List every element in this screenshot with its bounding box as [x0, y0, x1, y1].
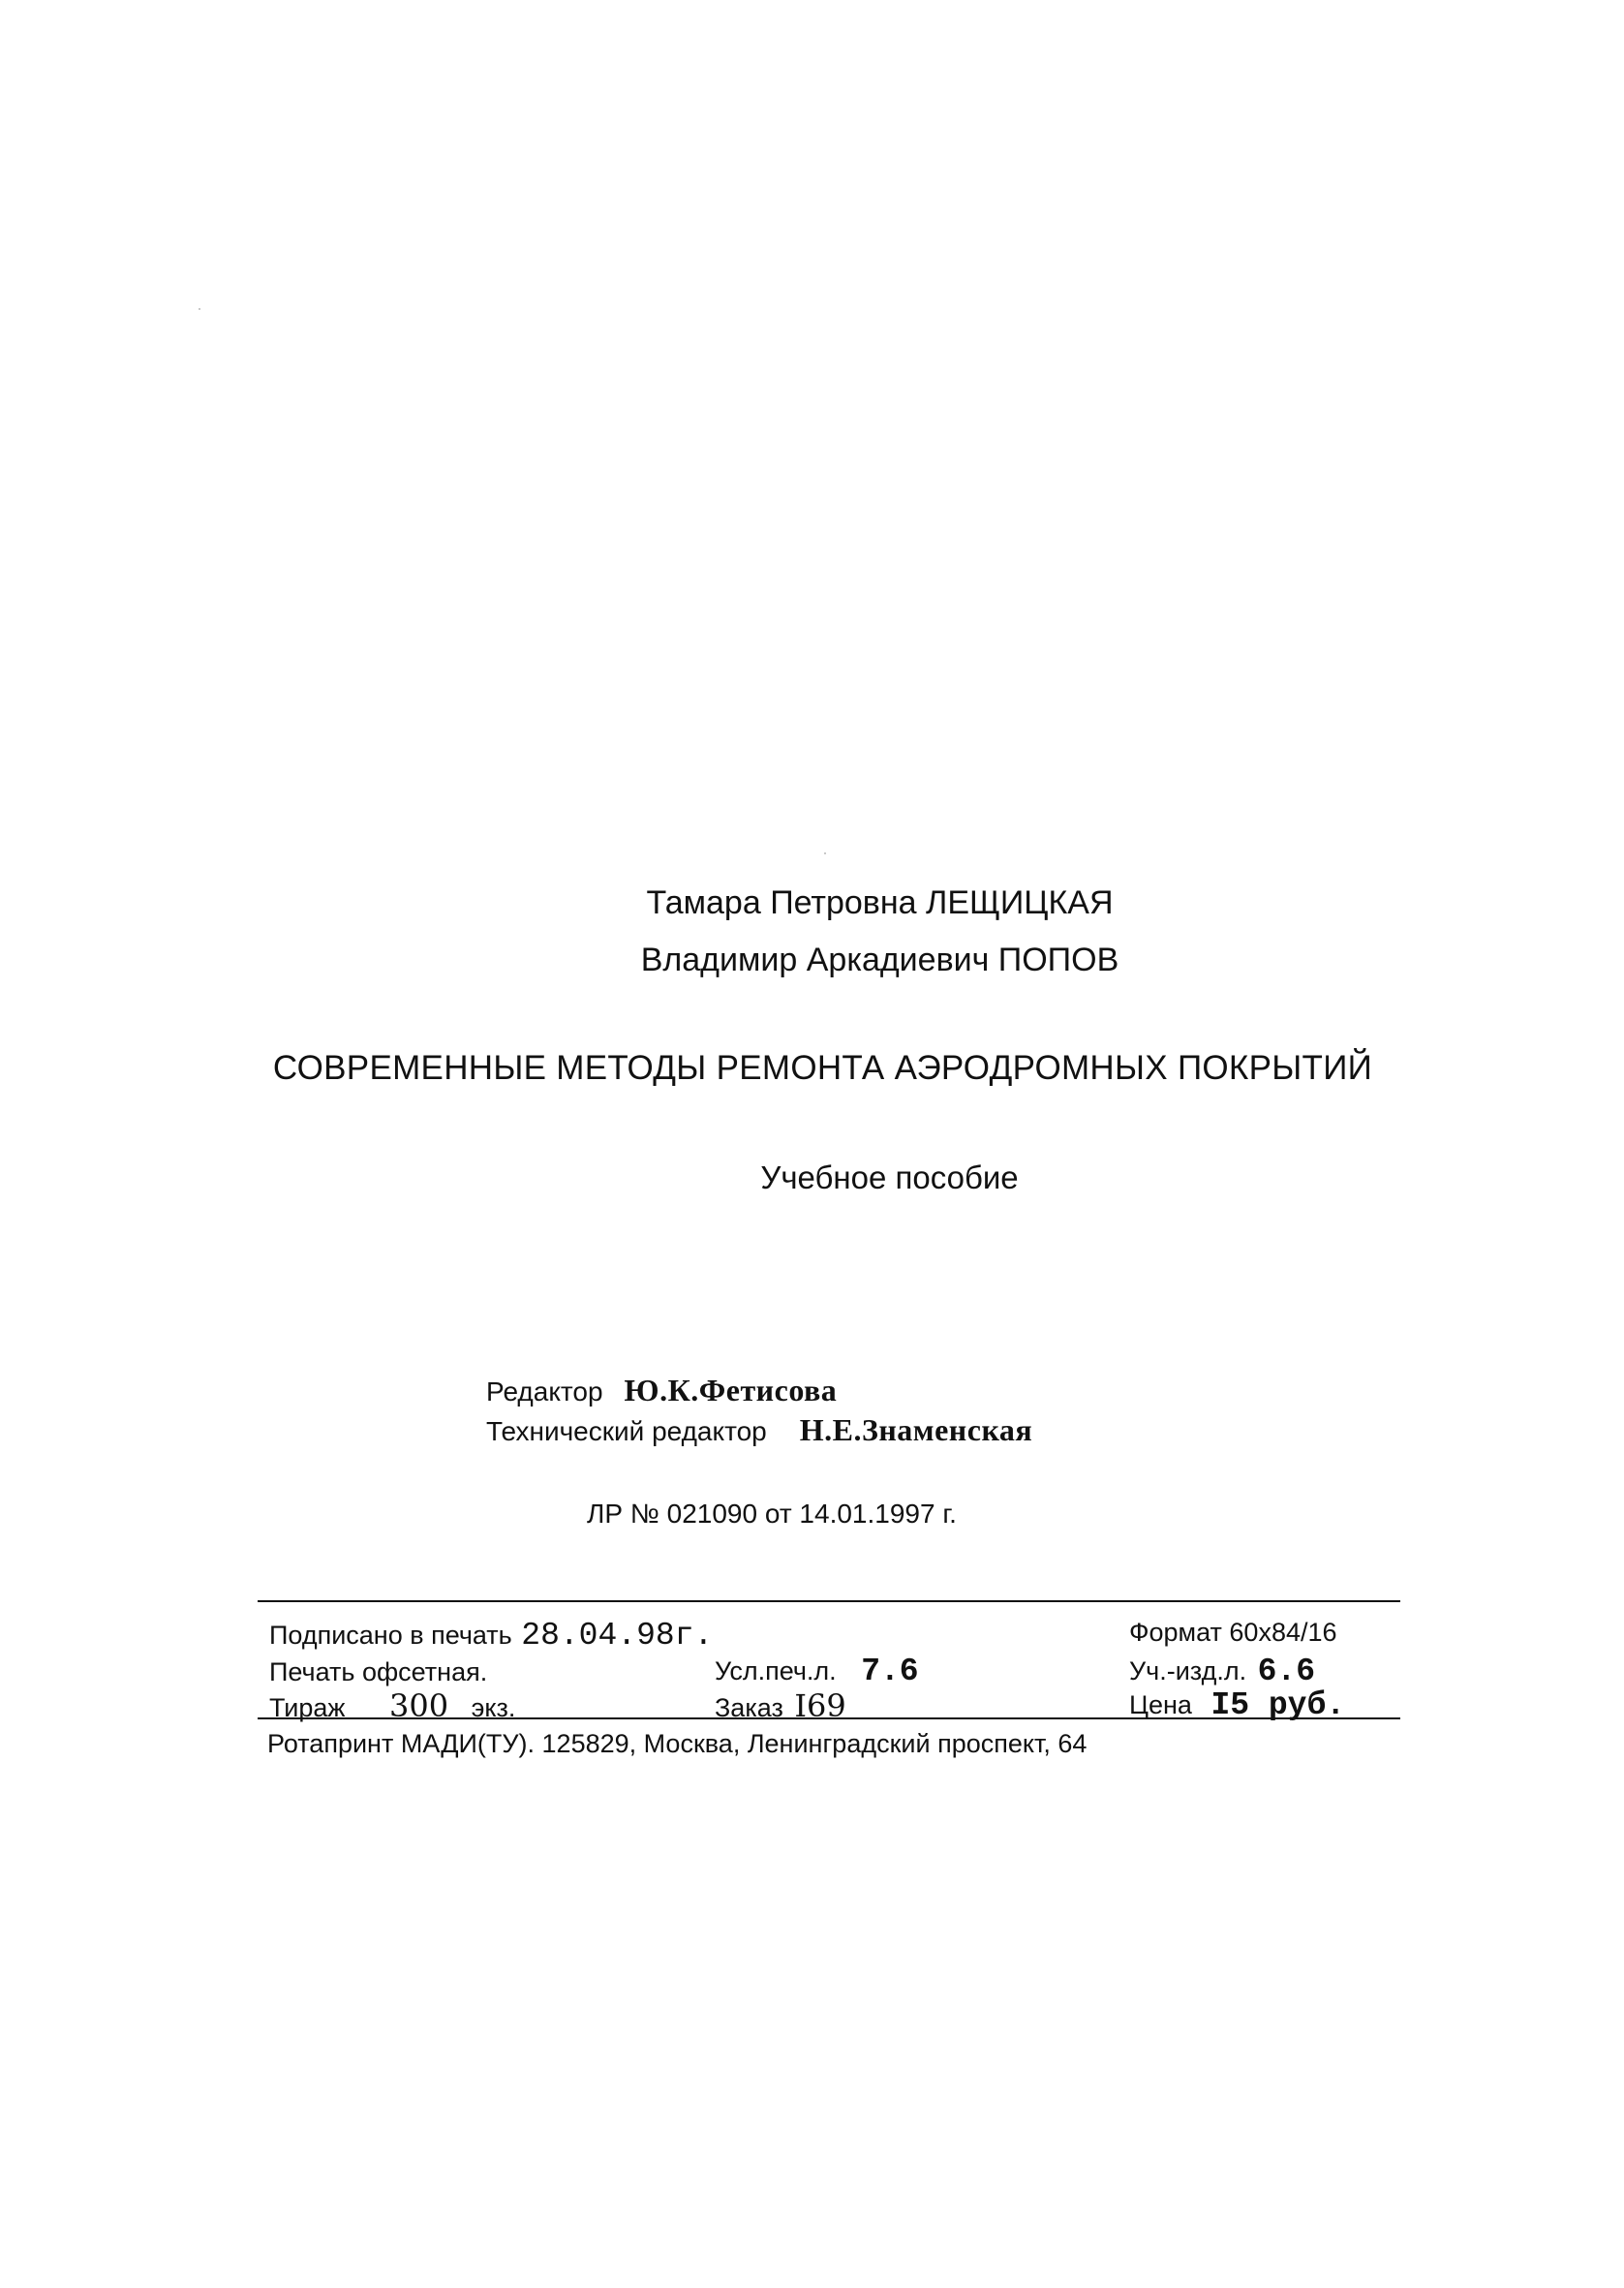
signed-to-print	[269, 1618, 713, 1654]
signed-label: Подписано в печать	[269, 1621, 512, 1650]
license-number: ЛР № 021090 от 14.01.1997 г.	[587, 1499, 957, 1529]
uch-value: 6.6	[1257, 1654, 1316, 1689]
usl-pech-l	[715, 1654, 919, 1689]
book-subtitle: Учебное пособие	[760, 1159, 1019, 1195]
price-label: Цена	[1129, 1690, 1192, 1719]
price-value: I5 руб.	[1210, 1687, 1346, 1723]
printer-address: Ротапринт МАДИ(ТУ). 125829, Москва, Ленинградский проспект, 64	[267, 1729, 1088, 1758]
tirazh-value: 300	[389, 1687, 449, 1724]
uch-izd-l	[1129, 1654, 1315, 1689]
format: Формат 60x84/16	[1129, 1618, 1337, 1647]
imprint-top-rule	[258, 1600, 1400, 1602]
author-1: Тамара Петровна ЛЕЩИЦКАЯ	[646, 884, 1114, 921]
imprint-block	[258, 1600, 1400, 1736]
book-title: СОВРЕМЕННЫЕ МЕТОДЫ РЕМОНТА АЭРОДРОМНЫХ ПОКРЫТИЙ	[272, 1049, 1373, 1087]
usl-value: 7.6	[861, 1654, 919, 1689]
tech-editor-name: Н.Е.Знаменская	[799, 1412, 1033, 1447]
signed-value: 28.04.98г.	[521, 1618, 714, 1654]
imprint-bottom-rule	[258, 1717, 1400, 1719]
scan-speck	[824, 852, 826, 854]
tech-editor-label: Технический редактор	[486, 1416, 767, 1446]
editor-label: Редактор	[486, 1376, 603, 1407]
author-2: Владимир Аркадиевич ПОПОВ	[640, 942, 1119, 978]
usl-label: Усл.печ.л.	[715, 1656, 837, 1685]
print-type: Печать офсетная.	[269, 1657, 488, 1686]
zakaz-value: I69	[794, 1687, 846, 1724]
editor-name: Ю.К.Фетисова	[624, 1373, 838, 1407]
tech-editor-row	[486, 1412, 1032, 1448]
tirazh-unit: экз.	[471, 1693, 516, 1722]
zakaz-label: Заказ	[715, 1693, 783, 1722]
tirazh-label: Тираж	[269, 1693, 346, 1722]
editor-row	[486, 1373, 837, 1408]
uch-label: Уч.-изд.л.	[1129, 1656, 1247, 1685]
scan-speck	[199, 308, 200, 310]
